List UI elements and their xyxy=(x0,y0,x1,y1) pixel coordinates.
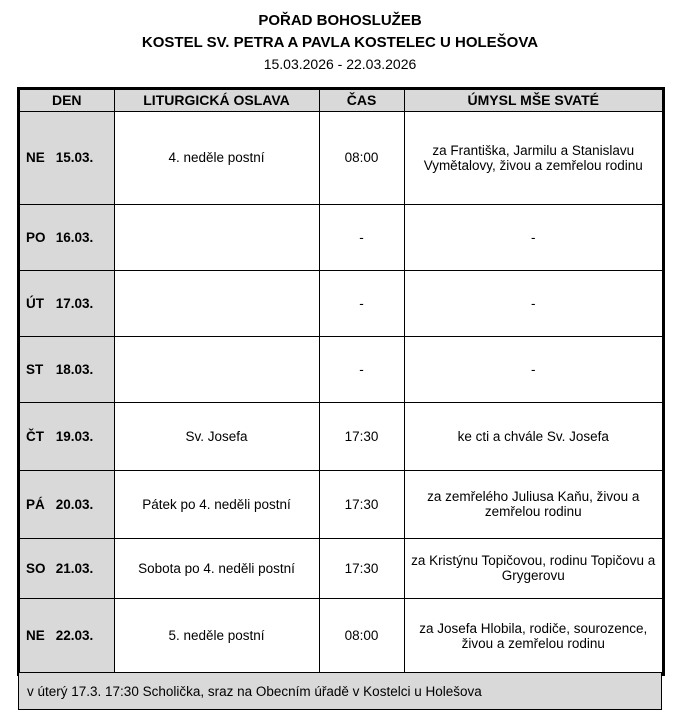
den-cell xyxy=(19,204,114,270)
day-date: 16.03. xyxy=(55,229,94,245)
time-cell: 17:30 xyxy=(319,470,404,538)
intention-cell: - xyxy=(404,336,663,402)
liturgy-cell: 4. neděle postní xyxy=(114,111,319,204)
table-row xyxy=(19,402,663,470)
day-date: 15.03. xyxy=(55,150,94,165)
liturgy-cell: 5. neděle postní xyxy=(114,598,319,674)
day-abbrev: NE xyxy=(26,628,45,644)
den-cell xyxy=(19,111,114,204)
header xyxy=(0,0,680,75)
table-row xyxy=(19,204,663,270)
table-row xyxy=(19,336,663,402)
liturgy-cell: Sv. Josefa xyxy=(114,402,319,470)
liturgy-cell xyxy=(114,204,319,270)
schedule-table-wrap xyxy=(18,88,662,675)
column-header-den: DEN xyxy=(19,89,114,111)
den-cell xyxy=(19,538,114,598)
den-cell xyxy=(19,270,114,336)
table-header-row xyxy=(19,89,663,111)
announcement-bar xyxy=(18,672,662,710)
time-cell: 17:30 xyxy=(319,402,404,470)
intention-cell: - xyxy=(404,270,663,336)
day-abbrev: NE xyxy=(26,150,45,165)
table-row xyxy=(19,598,663,674)
time-cell: - xyxy=(319,336,404,402)
time-cell: - xyxy=(319,204,404,270)
intention-cell: - xyxy=(404,204,663,270)
den-cell xyxy=(19,470,114,538)
day-abbrev: PO xyxy=(26,229,46,245)
day-abbrev: ÚT xyxy=(26,295,44,311)
announcement-text: v úterý 17.3. 17:30 Scholička, sraz na Obecním úřadě v Kostelci u Holešova xyxy=(27,683,482,699)
day-abbrev: SO xyxy=(26,560,46,576)
liturgy-cell: Pátek po 4. neděli postní xyxy=(114,470,319,538)
day-date: 19.03. xyxy=(55,428,94,444)
intention-cell: ke cti a chvále Sv. Josefa xyxy=(404,402,663,470)
intention-cell: za Františka, Jarmilu a Stanislavu Vymětalovy, živou a zemřelou rodinu xyxy=(404,111,663,204)
time-cell: 08:00 xyxy=(319,111,404,204)
liturgy-cell: Sobota po 4. neděli postní xyxy=(114,538,319,598)
intention-cell: za Josefa Hlobila, rodiče, sourozence, živou a zemřelou rodinu xyxy=(404,598,663,674)
day-abbrev: ČT xyxy=(26,428,44,444)
intention-cell: za zemřelého Juliusa Kaňu, živou a zemřelou rodinu xyxy=(404,470,663,538)
time-cell: 08:00 xyxy=(319,598,404,674)
liturgy-cell xyxy=(114,270,319,336)
table-row xyxy=(19,111,663,204)
den-cell xyxy=(19,336,114,402)
time-cell: 17:30 xyxy=(319,538,404,598)
column-header-cas: ČAS xyxy=(319,89,404,111)
intention-cell: za Kristýnu Topičovou, rodinu Topičovu a Grygerovu xyxy=(404,538,663,598)
day-date: 21.03. xyxy=(55,560,94,576)
schedule-table xyxy=(18,88,664,675)
table-row xyxy=(19,470,663,538)
page-title: POŘAD BOHOSLUŽEB xyxy=(258,12,422,29)
day-abbrev: PÁ xyxy=(26,496,45,512)
day-date: 17.03. xyxy=(55,295,94,311)
table-row xyxy=(19,538,663,598)
table-row xyxy=(19,270,663,336)
liturgy-cell xyxy=(114,336,319,402)
date-range: 15.03.2026 - 22.03.2026 xyxy=(263,55,417,72)
day-date: 18.03. xyxy=(55,361,94,377)
column-header-umysl: ÚMYSL MŠE SVATÉ xyxy=(404,89,663,111)
den-cell xyxy=(19,598,114,674)
time-cell: - xyxy=(319,270,404,336)
day-abbrev: ST xyxy=(26,361,44,377)
day-date: 20.03. xyxy=(55,496,94,512)
den-cell xyxy=(19,402,114,470)
column-header-oslava: LITURGICKÁ OSLAVA xyxy=(114,89,319,111)
church-name: KOSTEL SV. PETRA A PAVLA KOSTELEC U HOLEŠOVA xyxy=(141,33,539,51)
day-date: 22.03. xyxy=(55,628,94,644)
